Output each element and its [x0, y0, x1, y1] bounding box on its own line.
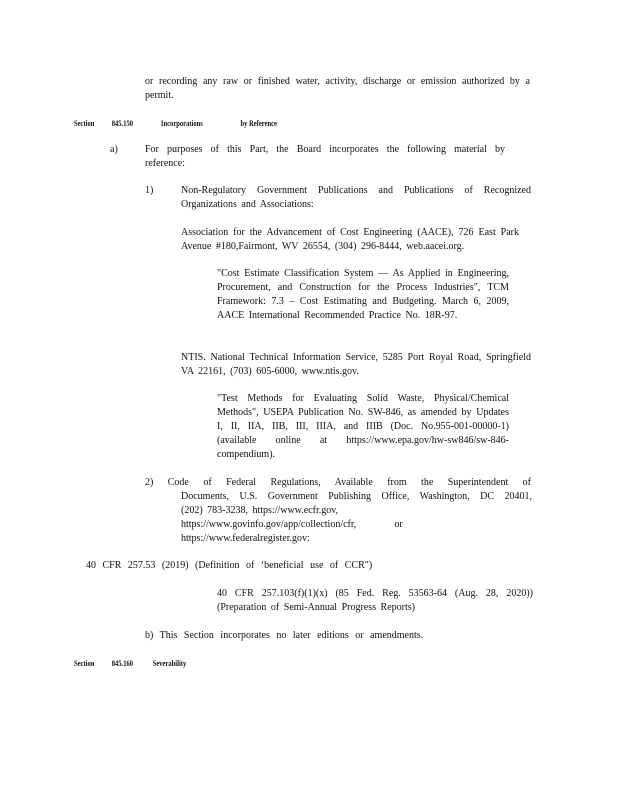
item-2-first-line [145, 476, 531, 490]
ntis-organization: NTIS. National Technical Information Service, 5285 Port Royal Road, Springfield VA 22161, (703) 605-6000, www.ntis.gov. [181, 352, 531, 377]
para-b: b) This Section incorporates no later editions or amendments. [145, 630, 424, 641]
item-2-line-5: https://www.federalregister.gov: [181, 533, 310, 544]
item-2-label: 2) Code [145, 477, 189, 488]
section-word: Section [74, 119, 95, 128]
section-title-b: by Reference [240, 119, 277, 128]
item-2-first-rest: of Federal Regulations, Available from the Superintendent of [203, 477, 531, 488]
section-title-160: Severability [152, 659, 187, 668]
section-word-160: Section [74, 659, 95, 668]
intro-paragraph: or recording any raw or finished water, activity, discharge or emission authorized by a permit. [145, 76, 530, 101]
item-1-text: Non-Regulatory Government Publications and Publications of Recognized Organizations and Associations: [181, 185, 531, 210]
section-number-160: 845.160 [111, 659, 134, 668]
item-2-line-4 [181, 518, 532, 532]
section-150-heading [74, 119, 277, 129]
item-1-label: 1) [145, 185, 154, 196]
ntis-publication: "Test Methods for Evaluating Solid Waste, Physical/Chemical Methods", USEPA Publication No. SW-846, as amended by Updates I, II, IIA, IIB, III, IIIA, and IIIB (Doc. No.955-001-00000-1) (available online at https://www.epa.gov/hw-sw846/sw-846-compendium). [217, 393, 509, 460]
cfr-257-103: 40 CFR 257.103(f)(1)(x) (85 Fed. Reg. 53563-64 (Aug. 28, 2020)) (Preparation of Semi-Annual Progress Reports) [217, 588, 533, 613]
section-160-heading [74, 659, 186, 669]
para-a-label: a) [110, 144, 118, 155]
aace-publication: "Cost Estimate Classification System — As Applied in Engineering, Procurement, and Construction for the Process Industries", TCM Framework: 7.3 – Cost Estimating and Budgeting. March 6, 2009, AACE International Recommended Practice No. 18R-97. [217, 268, 509, 321]
section-number: 845.150 [111, 119, 134, 128]
item-2-line-2: Documents, U.S. Government Publishing Office, Washington, DC 20401, [181, 491, 532, 502]
cfr-257-53: 40 CFR 257.53 (2019) (Definition of ‘beneficial use of CCR") [86, 560, 373, 571]
item-2-line-3: (202) 783-3238, https://www.ecfr.gov, [181, 505, 339, 516]
or-word: or [394, 519, 403, 530]
section-title-a: Incorporations [160, 119, 203, 128]
para-a-text: For purposes of this Part, the Board incorporates the following material by reference: [145, 144, 505, 169]
aace-organization: Association for the Advancement of Cost Engineering (AACE), 726 East Park Avenue #180,Fairmont, WV 26554, (304) 296-8444, web.aacei.org. [181, 227, 519, 252]
govinfo-url: https://www.govinfo.gov/app/collection/cfr, [181, 519, 357, 530]
